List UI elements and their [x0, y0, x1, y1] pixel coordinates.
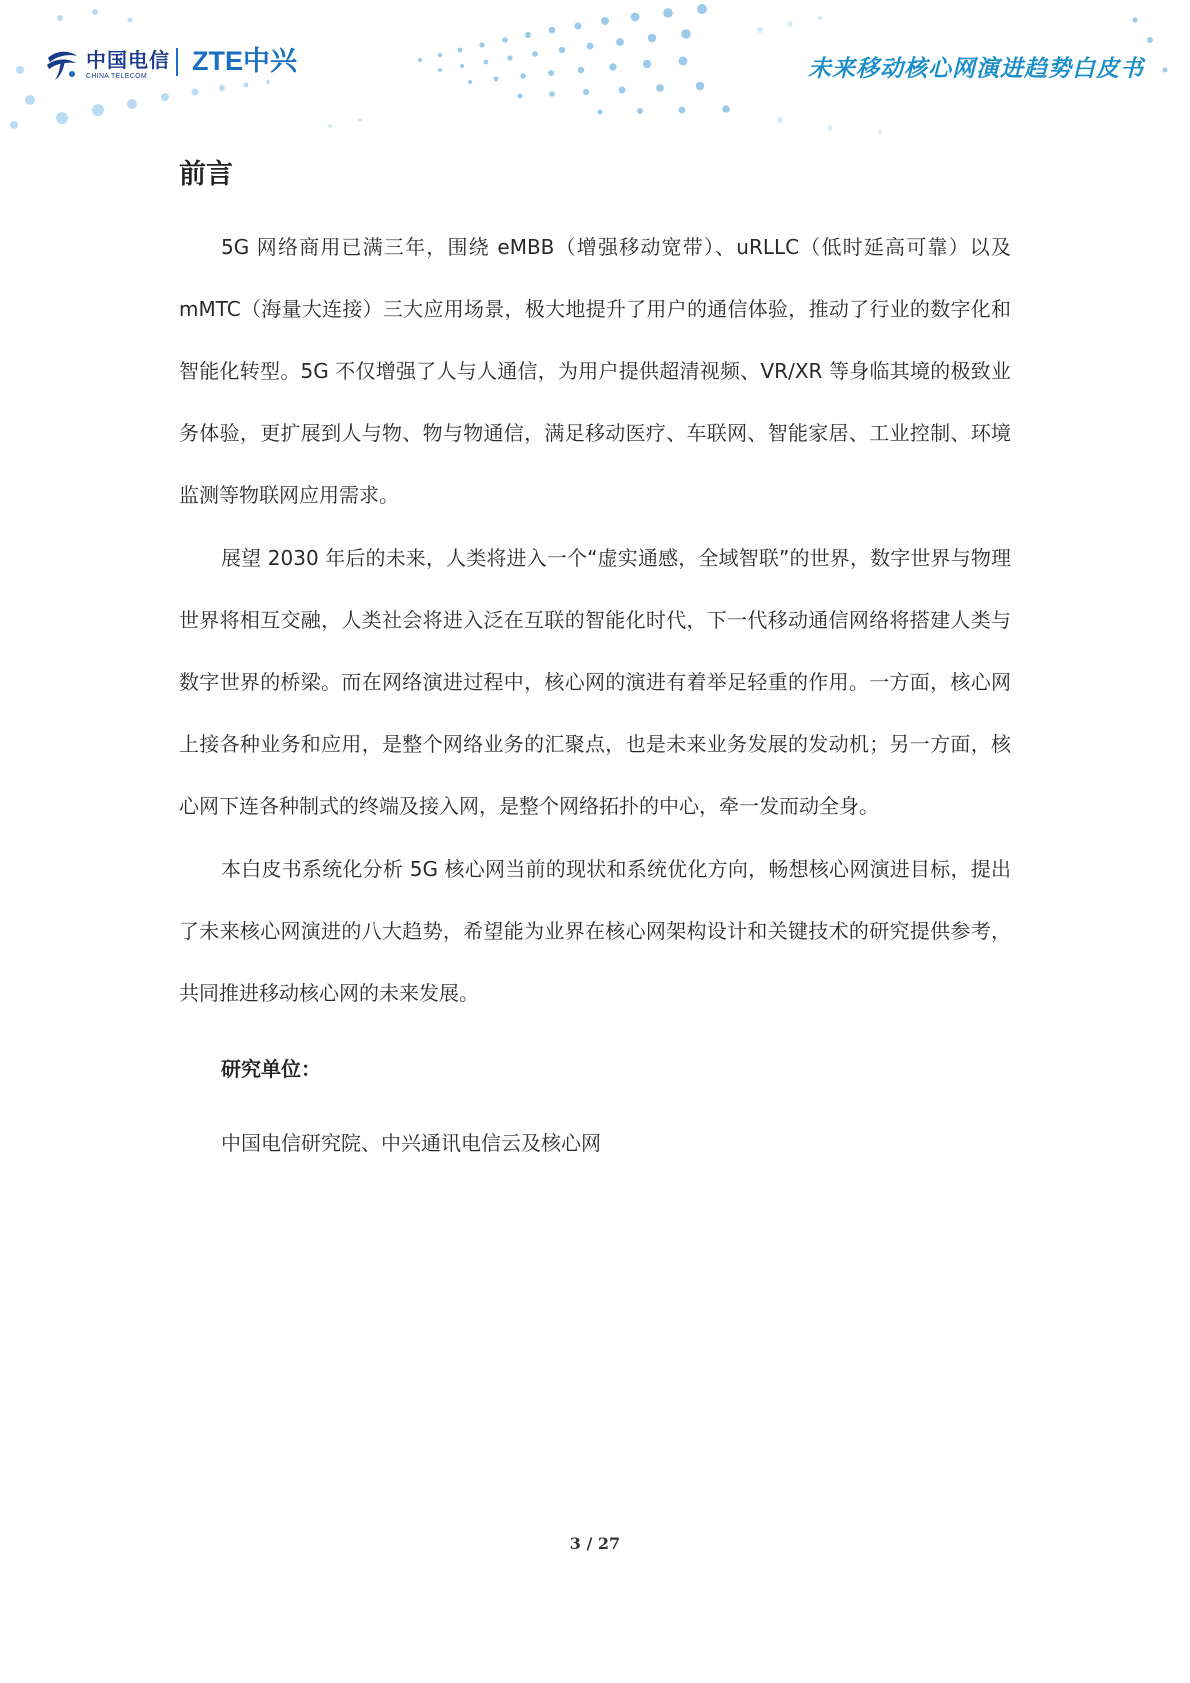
paragraph: 本白皮书系统化分析 5G 核心网当前的现状和系统优化方向，畅想核心网演进目标，提出了未来核心网演进的八大趋势，希望能为业界在核心网架构设计和关键技术的研究提供参考，共同推进移动核心网的未来发展。 [179, 857, 1011, 1005]
paragraph: 5G 网络商用已满三年，围绕 eMBB（增强移动宽带）、uRLLC（低时延高可靠）以及 mMTC（海量大连接）三大应用场景，极大地提升了用户的通信体验，推动了行业的数字化和智能化转型。5G 不仅增强了人与人通信，为用户提供超清视频、VR/XR 等身临其境的极致业务体验，更扩展到人与物、物与物通信，满足移动医疗、车联网、智能家居、工业控制、环境监测等物联网应用需求。 [179, 235, 1011, 507]
research-org-label: 研究单位： [221, 1057, 321, 1081]
logo-divider [176, 48, 178, 76]
paragraph: 展望 2030 年后的未来，人类将进入一个“虚实通感，全域智联”的世界，数字世界与物理世界将相互交融，人类社会将进入泛在互联的智能化时代，下一代移动通信网络将搭建人类与数字世界的桥梁。而在网络演进过程中，核心网的演进有着举足轻重的作用。一方面，核心网上接各种业务和应用，是整个网络业务的汇聚点，也是未来业务发展的发动机；另一方面，核心网下连各种制式的终端及接入网，是整个网络拓扑的中心，牵一发而动全身。 [179, 546, 1011, 818]
page-header [0, 0, 1190, 150]
china-telecom-logo-cn: 中国电信 [86, 48, 170, 72]
zte-logo: ZTE中兴 [192, 46, 297, 76]
china-telecom-logo-en: CHINA TELECOM [86, 73, 147, 80]
page-number: 3 / 27 [569, 1534, 621, 1553]
section-title: 前言 [179, 159, 233, 190]
main-content [179, 150, 1011, 1174]
china-telecom-emblem-icon [44, 48, 80, 82]
document-title: 未来移动核心网演进趋势白皮书 [808, 56, 1144, 82]
research-org-value: 中国电信研究院、中兴通讯电信云及核心网 [221, 1131, 601, 1155]
china-telecom-logo [44, 48, 170, 82]
